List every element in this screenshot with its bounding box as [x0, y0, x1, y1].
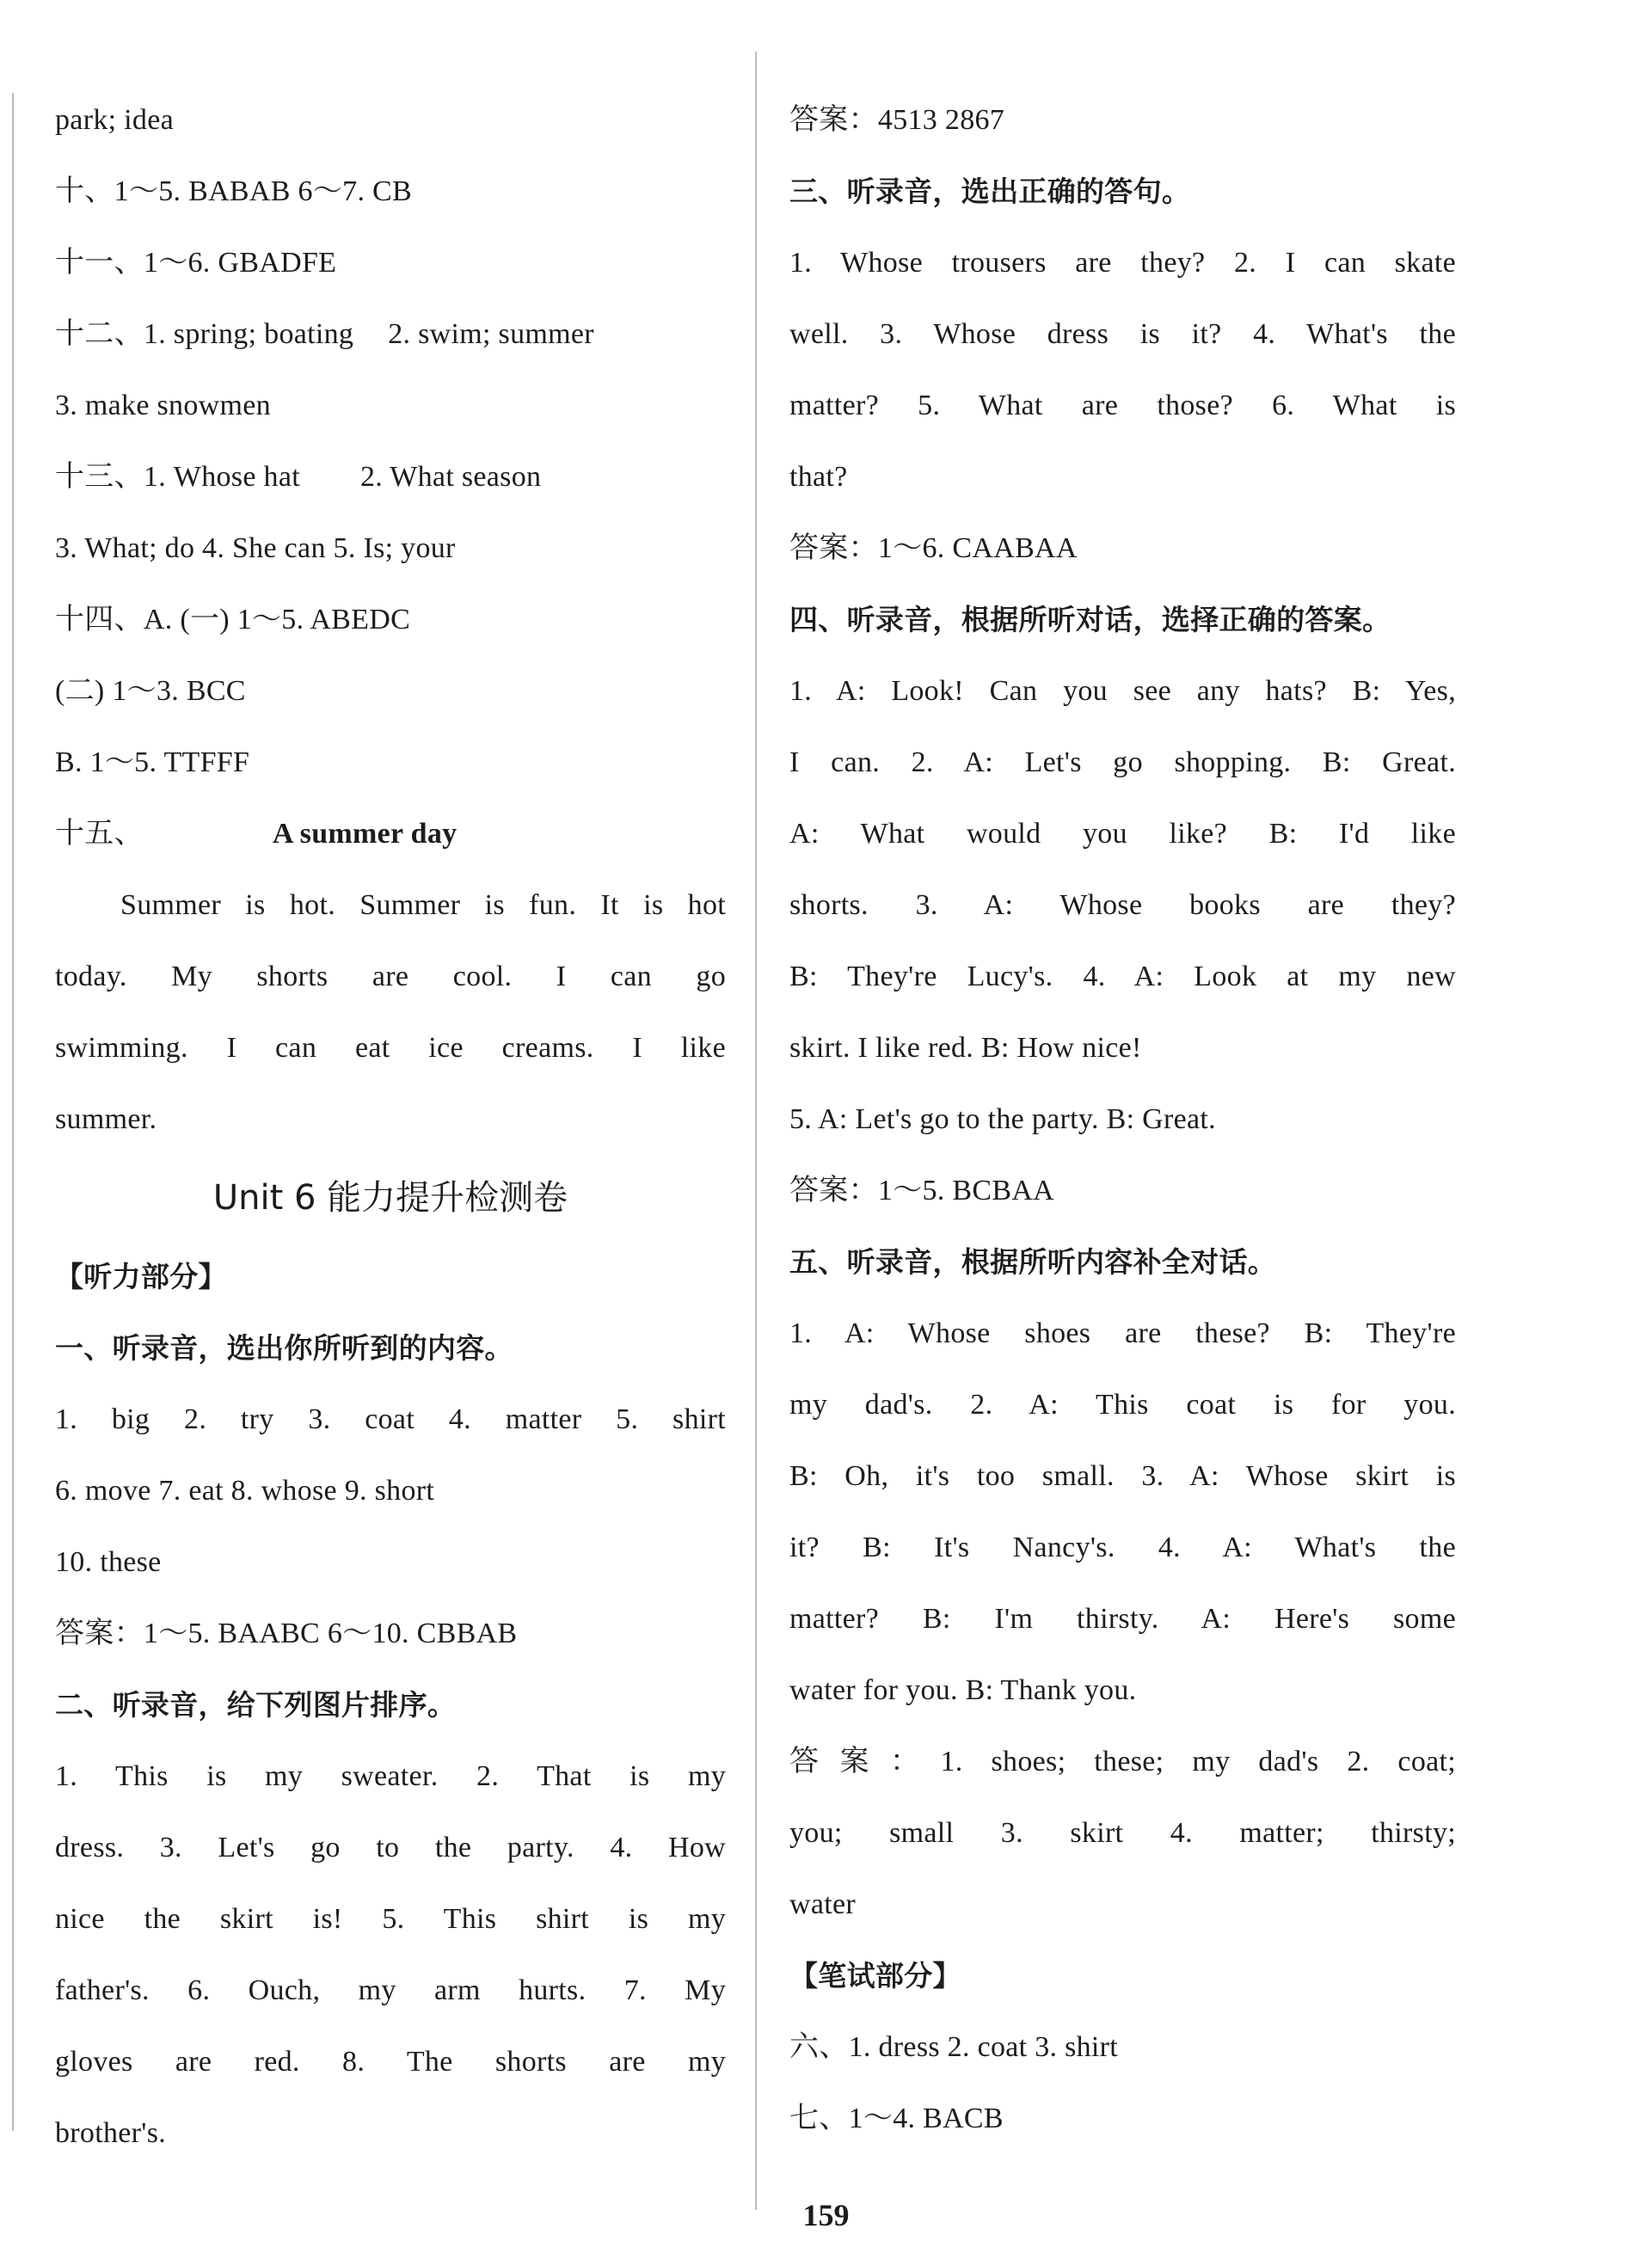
answer-key-line: 答案：4513 2867: [789, 104, 1005, 136]
answer-line: 10. these: [55, 1546, 162, 1578]
question-heading: 二、听录音，给下列图片排序。: [55, 1688, 457, 1722]
transcript-line: B: They're Lucy's. 4. A: Look at my new: [789, 961, 1456, 992]
essay-title: A summer day: [272, 818, 458, 850]
transcript-line: nice the skirt is! 5. This shirt is my: [55, 1903, 726, 1935]
answer-line: 3. make snowmen: [55, 390, 271, 421]
answer-line: (二) 1～3. BCC: [55, 675, 246, 707]
answer-line: 6. move 7. eat 8. whose 9. short: [55, 1475, 435, 1507]
page-number: 159: [802, 2198, 850, 2232]
transcript-line: gloves are red. 8. The shorts are my: [55, 2046, 726, 2078]
transcript-line: shorts. 3. A: Whose books are they?: [789, 889, 1456, 921]
transcript-line: water for you. B: Thank you.: [789, 1674, 1137, 1706]
answer-part: 十二、1. spring; boating: [55, 318, 354, 350]
answer-key-line: 答案：1. shoes; these; my dad's 2. coat;: [789, 1746, 1456, 1777]
answer-key-line: you; small 3. skirt 4. matter; thirsty;: [789, 1817, 1456, 1849]
answer-key-line: 答案：1～5. BAABC 6～10. CBBAB: [55, 1618, 518, 1649]
question-heading: 五、听录音，根据所听内容补全对话。: [789, 1245, 1277, 1279]
answer-line: 1. big 2. try 3. coat 4. matter 5. shirt: [55, 1403, 726, 1435]
transcript-line: 1. Whose trousers are they? 2. I can skate: [789, 247, 1456, 279]
answer-section-10: 十、1～5. BABAB 6～7. CB: [55, 175, 412, 207]
answer-key-line: water: [789, 1888, 857, 1920]
transcript-line: 1. This is my sweater. 2. That is my: [55, 1760, 726, 1792]
question-heading: 四、听录音，根据所听对话，选择正确的答案。: [789, 603, 1391, 636]
answer-line: park; idea: [55, 104, 174, 136]
transcript-line: B: Oh, it's too small. 3. A: Whose skirt is: [789, 1460, 1456, 1492]
question-heading: 三、听录音，选出正确的答句。: [789, 175, 1191, 208]
transcript-line: 1. A: Look! Can you see any hats? B: Yes,: [789, 675, 1456, 707]
transcript-line: matter? 5. What are those? 6. What is: [789, 390, 1456, 421]
unit-title: Unit 6 能力提升检测卷: [212, 1178, 568, 1218]
answer-part: 2. swim; summer: [388, 318, 594, 350]
answer-line: 六、1. dress 2. coat 3. shirt: [789, 2031, 1119, 2063]
answer-key-line: 答案：1～6. CAABAA: [789, 532, 1078, 564]
transcript-line: brother's.: [55, 2117, 167, 2149]
transcript-line: it? B: It's Nancy's. 4. A: What's the: [789, 1532, 1456, 1563]
answer-line: B. 1～5. TTFFF: [55, 746, 250, 778]
transcript-line: A: What would you like? B: I'd like: [789, 818, 1456, 850]
transcript-line: father's. 6. Ouch, my arm hurts. 7. My: [55, 1974, 726, 2006]
transcript-line: that?: [789, 461, 848, 493]
answer-section-14: 十四、A. (一) 1～5. ABEDC: [55, 604, 411, 635]
transcript-line: dress. 3. Let's go to the party. 4. How: [55, 1832, 726, 1863]
column-divider: [755, 52, 757, 2210]
transcript-line: 5. A: Let's go to the party. B: Great.: [789, 1103, 1216, 1135]
question-heading: 一、听录音，选出你所听到的内容。: [55, 1331, 513, 1365]
transcript-line: matter? B: I'm thirsty. A: Here's some: [789, 1603, 1456, 1635]
answer-section-13: [55, 441, 726, 513]
answer-section-12: [55, 298, 726, 370]
section-label: 十五、: [55, 818, 144, 850]
transcript-line: skirt. I like red. B: How nice!: [789, 1032, 1142, 1064]
transcript-line: well. 3. Whose dress is it? 4. What's the: [789, 318, 1456, 350]
left-column: [55, 84, 726, 2169]
answer-key-line: 答案：1～5. BCBAA: [789, 1175, 1055, 1206]
section-heading-listening: 【听力部分】: [55, 1260, 227, 1293]
answer-part: 2. What season: [359, 461, 542, 493]
answer-line: 七、1～4. BACB: [789, 2103, 1004, 2134]
answer-line: 3. What; do 4. She can 5. Is; your: [55, 532, 456, 564]
essay-line: Summer is hot. Summer is fun. It is hot: [120, 889, 726, 921]
section-heading-writing: 【笔试部分】: [789, 1959, 961, 1992]
essay-line: swimming. I can eat ice creams. I like: [55, 1032, 726, 1064]
essay-line: summer.: [55, 1103, 157, 1135]
answer-section-11: 十一、1～6. GBADFE: [55, 247, 337, 279]
essay-line: today. My shorts are cool. I can go: [55, 961, 726, 992]
transcript-line: 1. A: Whose shoes are these? B: They're: [789, 1317, 1456, 1349]
answer-part: 十三、1. Whose hat: [55, 461, 300, 493]
left-margin-rule: [12, 93, 14, 2131]
answer-section-15: [55, 798, 726, 869]
transcript-line: I can. 2. A: Let's go shopping. B: Great.: [789, 746, 1456, 778]
transcript-line: my dad's. 2. A: This coat is for you.: [789, 1389, 1456, 1421]
right-column: [789, 84, 1456, 2154]
